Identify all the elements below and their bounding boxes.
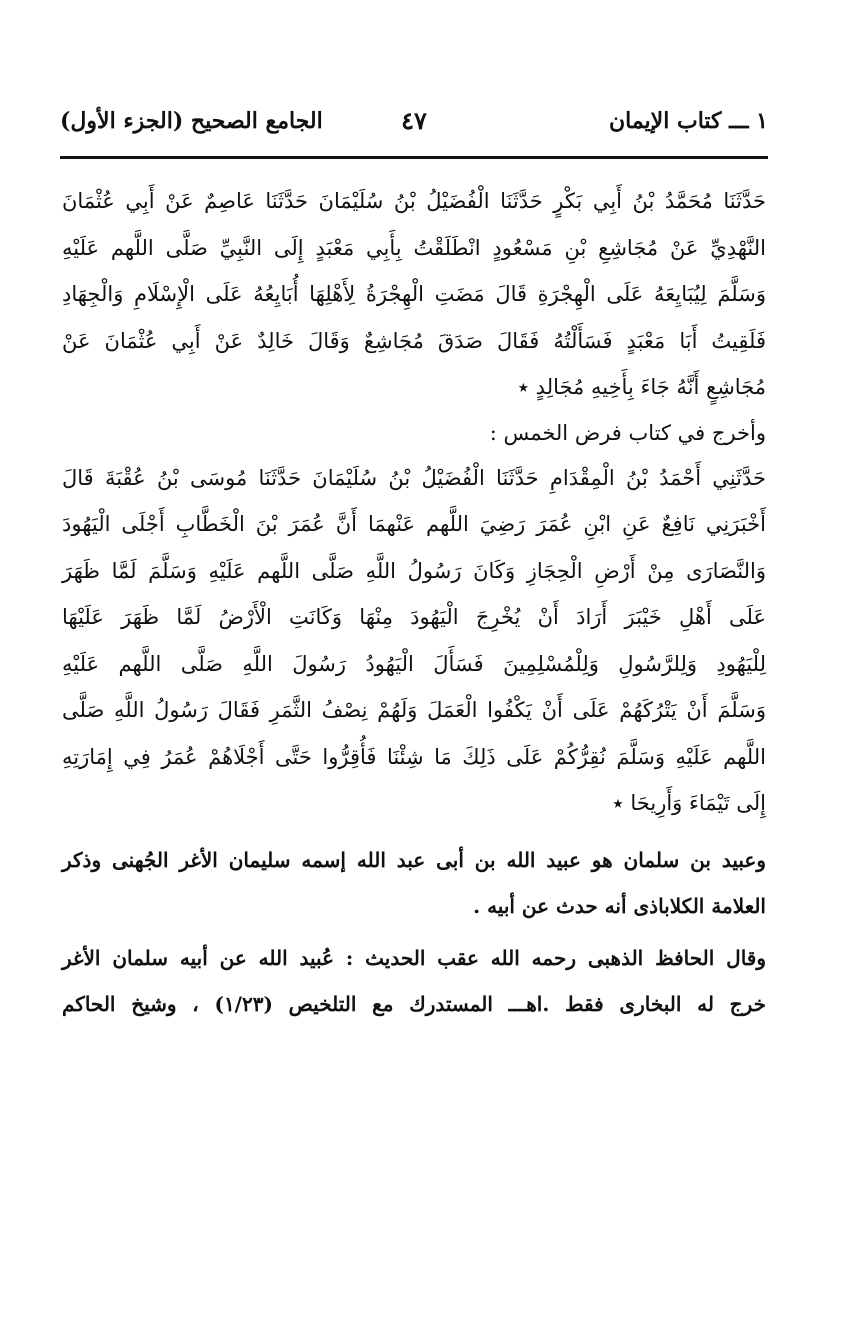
- note-line: العلامة الكلاباذى أنه حدث عن أبيه .: [473, 893, 766, 918]
- text-line: مُجَاشِعٍ أَنَّهُ جَاءَ بِأَخِيهِ مُجَالِدٍ ٭: [517, 375, 766, 399]
- page-number: ٤٧: [401, 106, 427, 135]
- text-line: لِلْيَهُودِ وَلِلرَّسُولِ وَلِلْمُسْلِمِينَ فَسَأَلَ الْيَهُودُ رَسُولَ اللَّهِ صَلَّى اللَّهم عَلَيْهِ: [62, 651, 766, 676]
- text-line: حَدَّثَنَا مُحَمَّدُ بْنُ أَبِي بَكْرٍ حَدَّثَنَا الْفُضَيْلُ بْنُ سُلَيْمَانَ حَدَّثَنَا عَاصِمٌ عَنْ أَبِي عُثْمَانَ: [62, 189, 766, 213]
- hadith-block-1: [62, 178, 766, 411]
- commentary-notes: [62, 837, 766, 1027]
- text-line: اللَّهم عَلَيْهِ وَسَلَّمَ نُقِرُّكُمْ عَلَى ذَلِكَ مَا شِئْنَا فَأُقِرُّوا حَتَّى أَجْلَاهُمْ عُمَرُ فِي إِمَارَتِهِ: [62, 744, 766, 769]
- page-body: [62, 178, 766, 1027]
- note-line: خرج له البخارى فقط .اهـــ المستدرك مع التلخيص (١/٢٣) ، وشيخ الحاكم: [62, 991, 766, 1016]
- running-header: [60, 104, 768, 148]
- note-line: وقال الحافظ الذهبى رحمه الله عقب الحديث : عُبيد الله عن أبيه سلمان الأغر: [62, 945, 767, 970]
- header-divider: [60, 156, 768, 159]
- text-line: وَالنَّصَارَى مِنْ أَرْضِ الْحِجَازِ وَكَانَ رَسُولُ اللَّهِ صَلَّى اللَّهم عَلَيْهِ وَسَلَّمَ لَمَّا ظَهَرَ: [62, 558, 766, 583]
- text-line: إِلَى تَيْمَاءَ وَأَرِيحَا ٭: [612, 791, 766, 815]
- section-heading: وأخرج في كتاب فرض الخمس :: [489, 420, 766, 445]
- text-line: فَلَقِيتُ أَبَا مَعْبَدٍ فَسَأَلْتُهُ فَقَالَ صَدَقَ مُجَاشِعٌ وَقَالَ خَالِدٌ عَنْ أَبِي عُثْمَانَ عَنْ: [62, 328, 766, 353]
- note-line: وعبيد بن سلمان هو عبيد الله بن أبى عبد الله إسمه سليمان الأغر الجُهنى وذكر: [62, 847, 766, 872]
- text-line: أَخْبَرَنِي نَافِعٌ عَنِ ابْنِ عُمَرَ رَضِيَ اللَّهم عَنْهمَا أَنَّ عُمَرَ بْنَ الْخَطَّابِ أَجْلَى الْيَهُودَ: [62, 512, 766, 536]
- text-line: عَلَى أَهْلِ خَيْبَرَ أَرَادَ أَنْ يُخْرِجَ الْيَهُودَ مِنْهَا وَكَانَتِ الْأَرْضُ لَمَّا ظَهَرَ عَلَيْهَا: [62, 605, 766, 629]
- text-line: وَسَلَّمَ أَنْ يَتْرُكَهُمْ عَلَى أَنْ يَكْفُوا الْعَمَلَ وَلَهُمْ نِصْفُ الثَّمَرِ فَقَالَ رَسُولُ اللَّهِ صَلَّى: [62, 698, 766, 722]
- text-line: حَدَّثَنِي أَحْمَدُ بْنُ الْمِقْدَامِ حَدَّثَنَا الْفُضَيْلُ بْنُ سُلَيْمَانَ حَدَّثَنَا مُوسَى بْنُ عُقْبَةَ قَالَ: [62, 465, 766, 490]
- text-line: النَّهْدِيِّ عَنْ مُجَاشِعِ بْنِ مَسْعُودٍ انْطَلَقْتُ بِأَبِي مَعْبَدٍ إِلَى النَّبِيِّ صَلَّى اللَّهم عَلَيْهِ: [62, 235, 766, 260]
- text-line: وَسَلَّمَ لِيُبَايِعَهُ عَلَى الْهِجْرَةِ قَالَ مَضَتِ الْهِجْرَةُ لِأَهْلِهَا أُبَايِعُهُ عَلَى الْإِسْلَامِ وَالْجِهَادِ: [62, 282, 766, 306]
- hadith-block-2: [62, 455, 766, 827]
- chapter-title: ١ ـــ كتاب الإيمان: [608, 108, 768, 134]
- book-title: الجامع الصحيح (الجزء الأول): [60, 108, 323, 134]
